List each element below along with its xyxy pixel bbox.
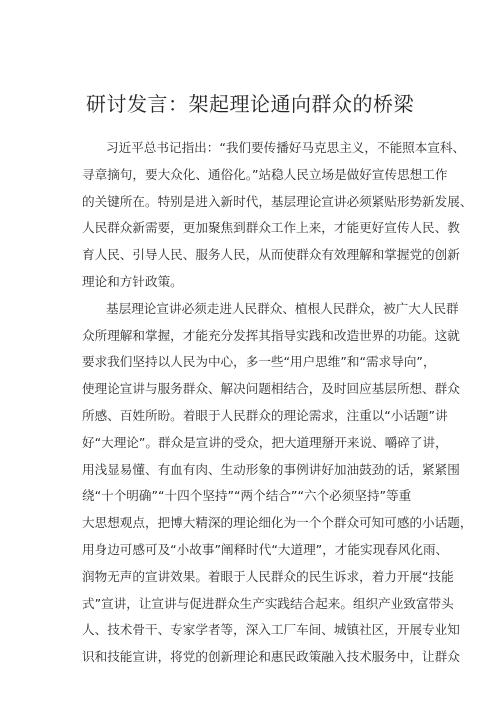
paragraph-line: 理论和方针政策。: [82, 273, 183, 289]
paragraph-line: 基层理论宣讲必须走进人民群众、植根人民群众，被广大人民群: [106, 300, 459, 316]
paragraph-line: 用浅显易懂、有血有肉、生动形象的事例讲好加油鼓劲的话，紧紧围: [82, 461, 460, 477]
paragraph-line: 使理论宣讲与服务群众、解决问题相结合，及时回应基层所想、群众: [82, 381, 460, 397]
paragraph-line: 所感、百姓所盼。着眼于人民群众的理论需求，注重以“小话题”讲: [82, 407, 448, 423]
paragraph-line: 识和技能宣讲，将党的创新理论和惠民政策融入技术服务中，让群众: [82, 649, 460, 665]
paragraph-line: 的关键所在。特别是进入新时代，基层理论宣讲必须紧贴形势新发展、: [82, 193, 473, 209]
paragraph-line: 好“大理论”。群众是宣讲的受众，把大道理掰开来说、嚼碎了讲，: [82, 434, 448, 450]
paragraph-line: 人民群众新需要，更加聚焦到群众工作上来，才能更好宣传人民、教: [82, 220, 460, 236]
paragraph-line: 人、技术骨干、专家学者等，深入工厂车间、城镇社区，开展专业知: [82, 622, 460, 638]
paragraph-line: 绕“十个明确”“十四个坚持”“两个结合”“六个必须坚持”等重: [82, 488, 412, 504]
paragraph-line: 润物无声的宣讲效果。着眼于人民群众的民生诉求，着力开展“技能: [82, 568, 454, 584]
paragraph-line: 寻章摘句，要大众化、通俗化。”站稳人民立场是做好宣传思想工作: [82, 166, 448, 182]
paragraph-line: 要求我们坚持以人民为中心，多一些“用户思维”和“需求导向”，: [82, 354, 436, 370]
document-body: [82, 135, 473, 671]
paragraph-line: 式”宣讲，让宣讲与促进群众生产实践结合起来。组织产业致富带头: [82, 595, 454, 611]
document-title: 研讨发言：架起理论通向群众的桥梁: [86, 92, 414, 116]
paragraph-line: 习近平总书记指出：“我们要传播好马克思主义，不能照本宣科、: [106, 140, 466, 155]
paragraph-line: 用身边可感可及“小故事”阐释时代“大道理”，才能实现春风化雨、: [82, 541, 449, 557]
paragraph-line: 众所理解和掌握，才能充分发挥其指导实践和改造世界的功能。这就: [82, 327, 460, 343]
paragraph-line: 育人民、引导人民、服务人民，从而使群众有效理解和掌握党的创新: [82, 247, 460, 263]
paragraph-line: 大思想观点，把博大精深的理论细化为一个个群众可知可感的小话题，: [82, 515, 473, 531]
